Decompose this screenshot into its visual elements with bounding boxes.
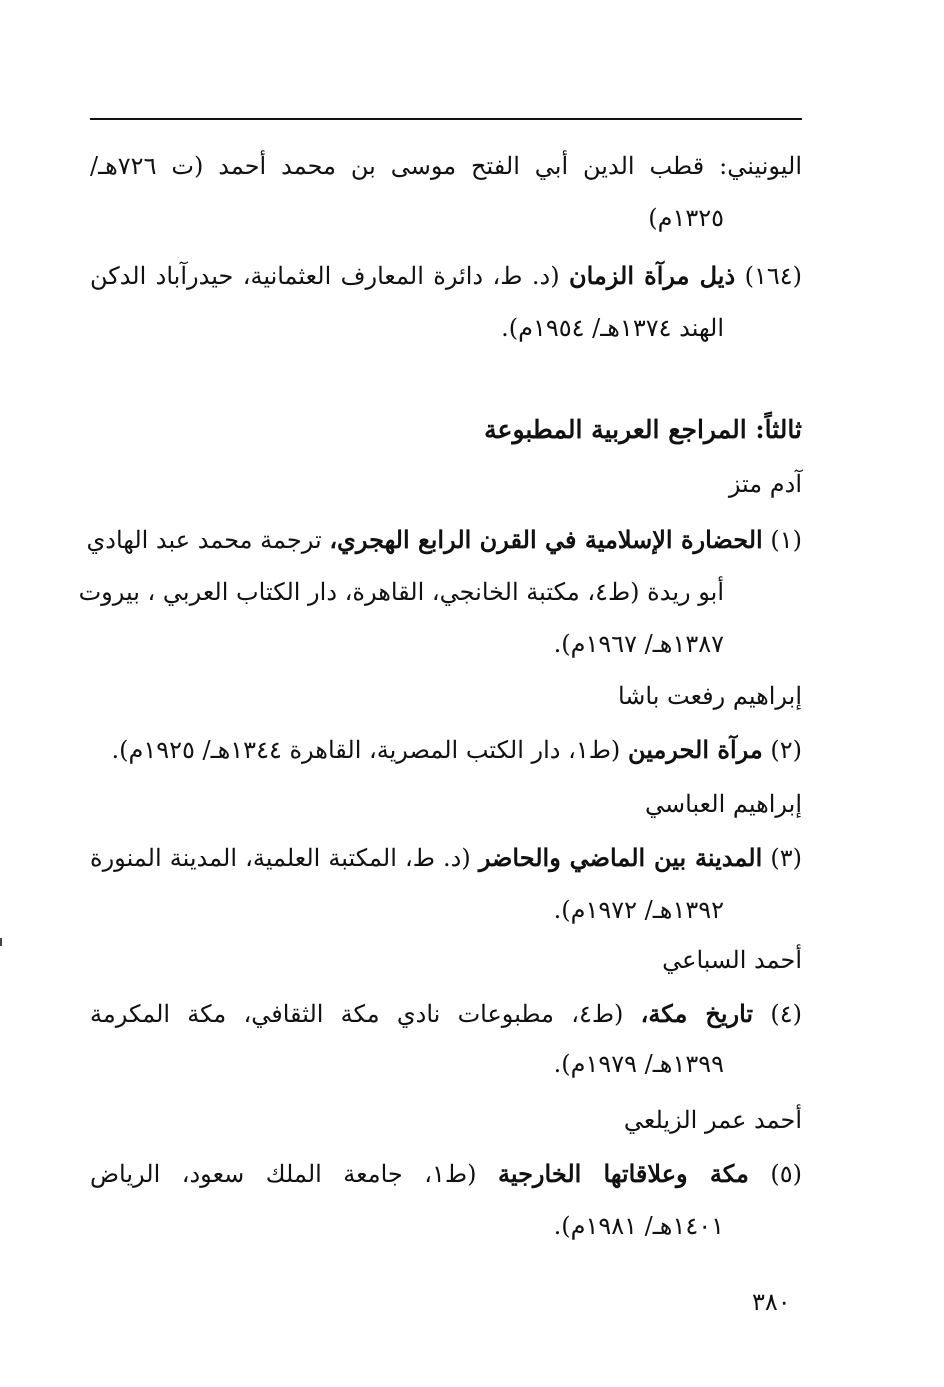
entry-3 bbox=[90, 838, 802, 878]
entry-number: (٤) bbox=[770, 1000, 803, 1028]
top-rule bbox=[90, 118, 802, 120]
entry-number: (١٦٤) bbox=[744, 262, 802, 290]
margin-mark bbox=[0, 938, 2, 946]
author-line-yunini bbox=[90, 146, 802, 186]
entry-title: الحضارة الإسلامية في القرن الرابع الهجري، bbox=[329, 525, 763, 554]
entry-title: مرآة الحرمين bbox=[627, 735, 763, 764]
section-heading: ثالثاً: المراجع العربية المطبوعة bbox=[484, 415, 802, 444]
entry-number: (١) bbox=[770, 526, 802, 554]
entry-details: (د. ط، دائرة المعارف العثمانية، حيدرآباد الدكن bbox=[90, 262, 560, 290]
entry-number: (٢) bbox=[770, 736, 802, 764]
author-heading: أحمد عمر الزيلعي bbox=[623, 1106, 802, 1134]
entry-title: ذيل مرآة الزمان bbox=[568, 261, 736, 290]
author-dates-cont bbox=[648, 198, 724, 238]
author-heading: إبراهيم العباسي bbox=[645, 790, 802, 818]
entry-number: (٥) bbox=[770, 1160, 802, 1188]
author-dates: ١٣٢٥م) bbox=[648, 204, 724, 232]
entry-4 bbox=[90, 994, 802, 1034]
entry-5-cont: ١٤٠١هـ/ ١٩٨١م). bbox=[553, 1212, 724, 1240]
author-heading: أحمد السباعي bbox=[662, 946, 802, 974]
entry-2 bbox=[111, 730, 802, 770]
entry-5 bbox=[90, 1154, 802, 1194]
entry-title: تاريخ مكة، bbox=[640, 999, 754, 1028]
page-number: ٣٨٠ bbox=[752, 1288, 791, 1316]
entry-4-cont: ١٣٩٩هـ/ ١٩٧٩م). bbox=[553, 1050, 724, 1078]
author-name: اليونيني: قطب الدين أبي الفتح موسى بن محمد أحمد (ت ٧٢٦هـ/ bbox=[90, 152, 802, 180]
entry-title: المدينة بين الماضي والحاضر bbox=[478, 843, 763, 872]
entry-details-cont: الهند ١٣٧٤هـ/ ١٩٥٤م). bbox=[501, 314, 724, 342]
entry-details: (د. ط، المكتبة العلمية، المدينة المنورة bbox=[90, 844, 471, 872]
entry-3-cont: ١٣٩٢هـ/ ١٩٧٢م). bbox=[553, 896, 724, 924]
entry-1 bbox=[86, 520, 802, 560]
author-heading: إبراهيم رفعت باشا bbox=[617, 682, 802, 710]
entry-details: ترجمة محمد عبد الهادي bbox=[86, 526, 322, 554]
entry-164 bbox=[90, 256, 802, 296]
entry-details: (ط١، جامعة الملك سعود، الرياض bbox=[90, 1160, 477, 1188]
entry-1-cont-1: أبو ريدة (ط٤، مكتبة الخانجي، القاهرة، دار الكتاب العربي ، بيروت bbox=[78, 578, 724, 606]
entry-details: (ط٤، مطبوعات نادي مكة الثقافي، مكة المكرمة bbox=[90, 1000, 624, 1028]
entry-number: (٣) bbox=[770, 844, 803, 872]
entry-1-cont-2: ١٣٨٧هـ/ ١٩٦٧م). bbox=[553, 630, 724, 658]
author-heading: آدم متز bbox=[728, 470, 802, 498]
entry-title: مكة وعلاقاتها الخارجية bbox=[497, 1159, 749, 1188]
entry-details: (ط١، دار الكتب المصرية، القاهرة ١٣٤٤هـ/ ١٩٢٥م). bbox=[111, 736, 621, 764]
entry-164-cont bbox=[501, 308, 724, 348]
